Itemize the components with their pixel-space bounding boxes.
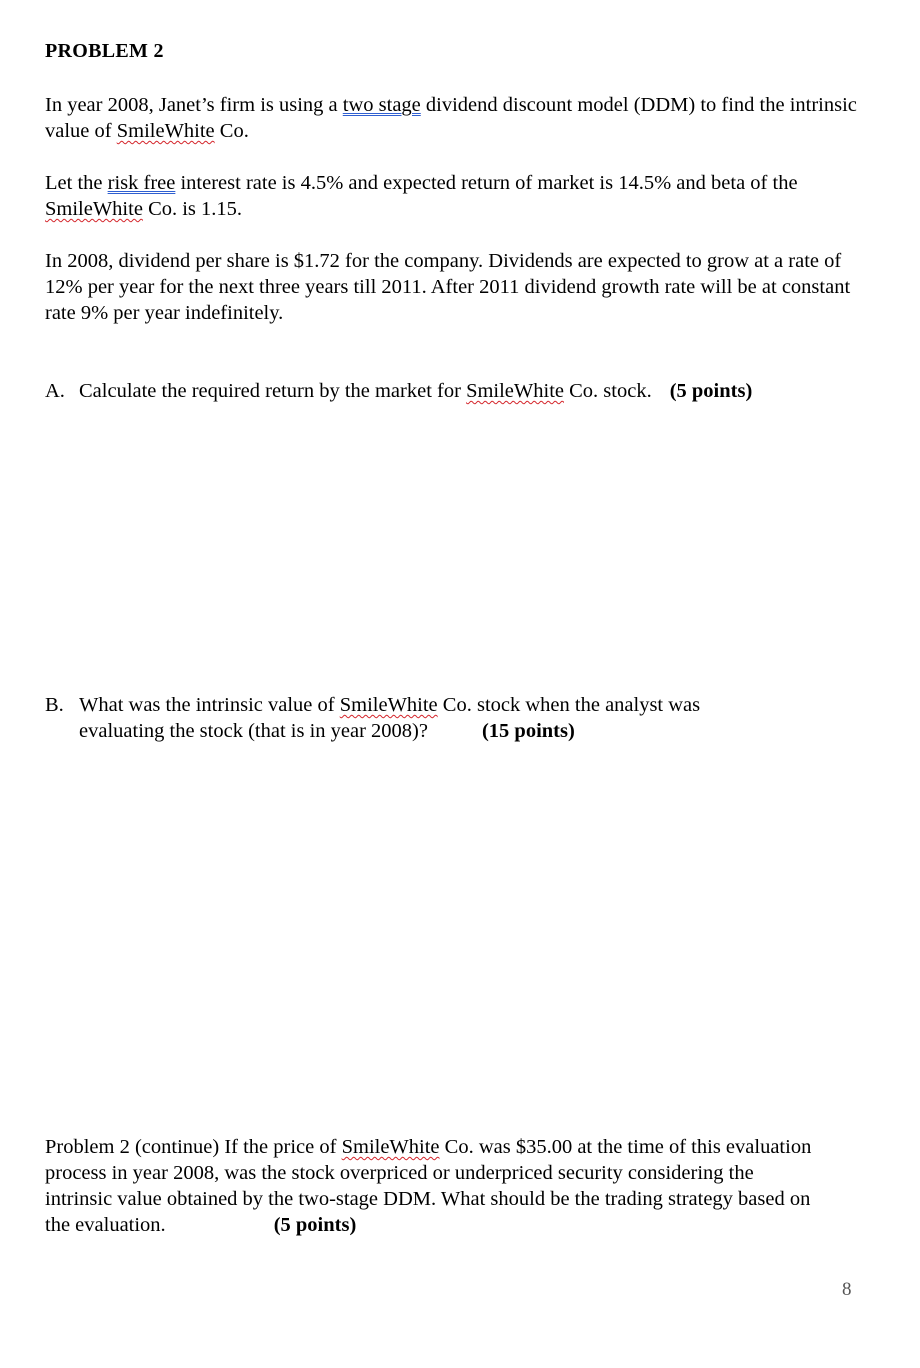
question-b-body [79, 692, 779, 744]
page-number: 8 [842, 1279, 852, 1300]
spelling-flag-company[interactable]: SmileWhite [341, 1136, 440, 1158]
text-run: In year 2008, Janet’s firm is using a [45, 94, 343, 116]
text-run: Calculate the required return by the market for [79, 380, 467, 402]
spelling-flag-company[interactable]: SmileWhite [339, 694, 438, 716]
spelling-flag-company[interactable]: SmileWhite [466, 380, 564, 402]
text-run: interest rate is 4.5% and expected return of market is 14.5% and beta of the [175, 172, 798, 194]
question-b [45, 692, 865, 744]
question-b-label: B. [45, 694, 64, 716]
text-run: Co. is 1.15. [142, 198, 243, 220]
text-run: Co. stock. [564, 380, 652, 402]
question-a-label: A. [45, 380, 65, 402]
text-run: Let the [45, 172, 108, 194]
continuation-points: (5 points) [273, 1214, 357, 1236]
intro-paragraph-3: In 2008, dividend per share is $1.72 for the company. Dividends are expected to grow at a rate of 12% per year for the next three years till 2011. After 2011 dividend growth rate will be at constant rate 9% per year indefinitely. [45, 250, 851, 324]
question-a-body [79, 378, 865, 404]
text-run: Co. stock when the analyst was evaluating the stock (that is in year 2008)? [79, 694, 701, 742]
intro-paragraph-2 [45, 170, 865, 222]
text-run: Co. [214, 120, 249, 142]
intro-paragraph-1 [45, 92, 865, 144]
text-run: dividend discount model (DDM) to find the intrinsic value of [45, 94, 857, 142]
spelling-flag-company[interactable]: SmileWhite [45, 198, 143, 220]
text-run: Problem 2 (continue) If the price of [45, 1136, 342, 1158]
text-run: What was the intrinsic value of [79, 694, 340, 716]
spelling-flag-company[interactable]: SmileWhite [116, 120, 215, 142]
text-run: Co. was $35.00 at the time of this evaluation process in year 2008, was the stock overpriced or underpriced security considering the intrinsic value obtained by the two-stage DDM. What should be the trading strategy based on the evaluation. [45, 1136, 812, 1236]
grammar-flag-two-stage[interactable]: two stage [342, 94, 421, 116]
grammar-flag-risk-free[interactable]: risk free [107, 172, 176, 194]
question-a [45, 378, 865, 404]
problem-title: PROBLEM 2 [45, 40, 164, 62]
continuation-paragraph [45, 1134, 815, 1238]
question-a-points: (5 points) [669, 380, 753, 402]
question-b-points: (15 points) [481, 720, 575, 742]
